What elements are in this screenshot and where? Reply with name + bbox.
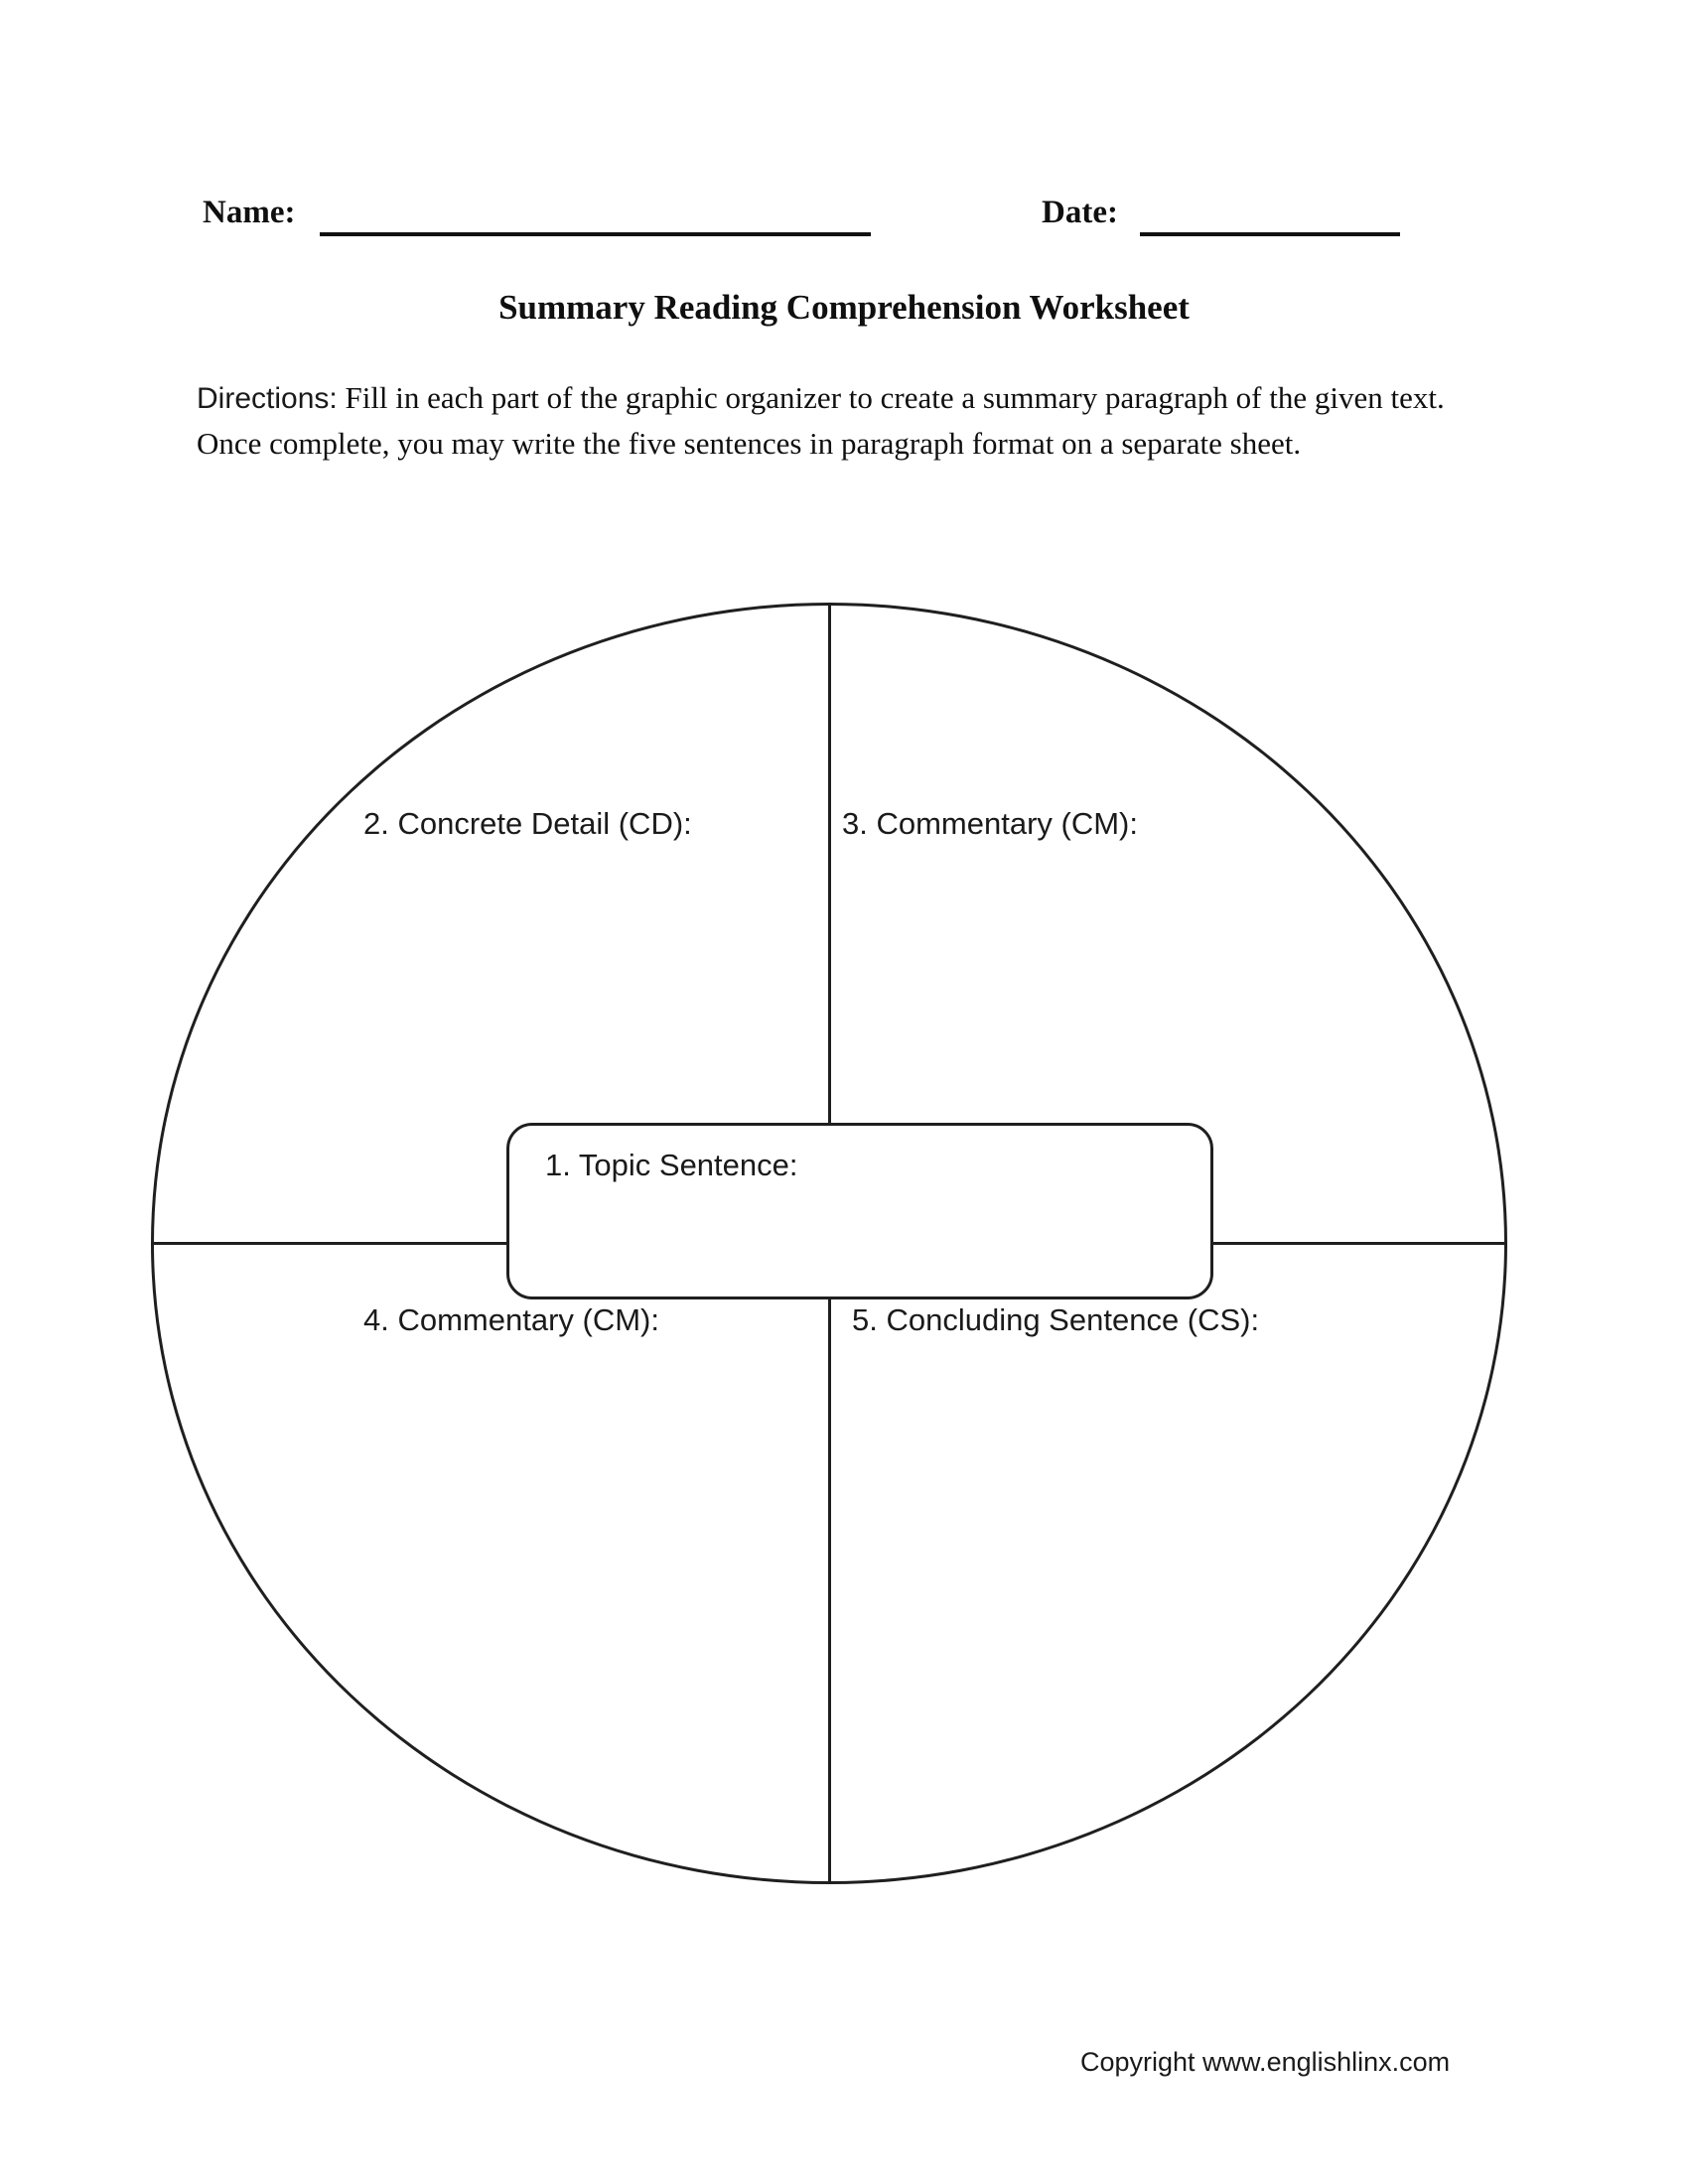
topic-sentence-label: 1. Topic Sentence: bbox=[545, 1148, 798, 1182]
quadrant-label-commentary-3: 3. Commentary (CM): bbox=[842, 806, 1138, 841]
date-label: Date: bbox=[1042, 195, 1118, 230]
quadrant-label-concluding-sentence: 5. Concluding Sentence (CS): bbox=[852, 1302, 1260, 1337]
quadrant-label-commentary-4: 4. Commentary (CM): bbox=[363, 1302, 659, 1337]
name-label: Name: bbox=[203, 195, 296, 230]
page-title: Summary Reading Comprehension Worksheet bbox=[498, 288, 1190, 327]
directions-label: Directions: bbox=[197, 382, 338, 415]
quadrant-label-concrete-detail: 2. Concrete Detail (CD): bbox=[363, 806, 692, 841]
topic-sentence-box[interactable] bbox=[506, 1123, 1213, 1299]
copyright-text: Copyright www.englishlinx.com bbox=[1080, 2047, 1451, 2077]
directions-text: Fill in each part of the graphic organizer to create a summary paragraph of the given text. Once complete, you may write the five sentences in paragraph format on a separate sheet. bbox=[197, 380, 1445, 461]
